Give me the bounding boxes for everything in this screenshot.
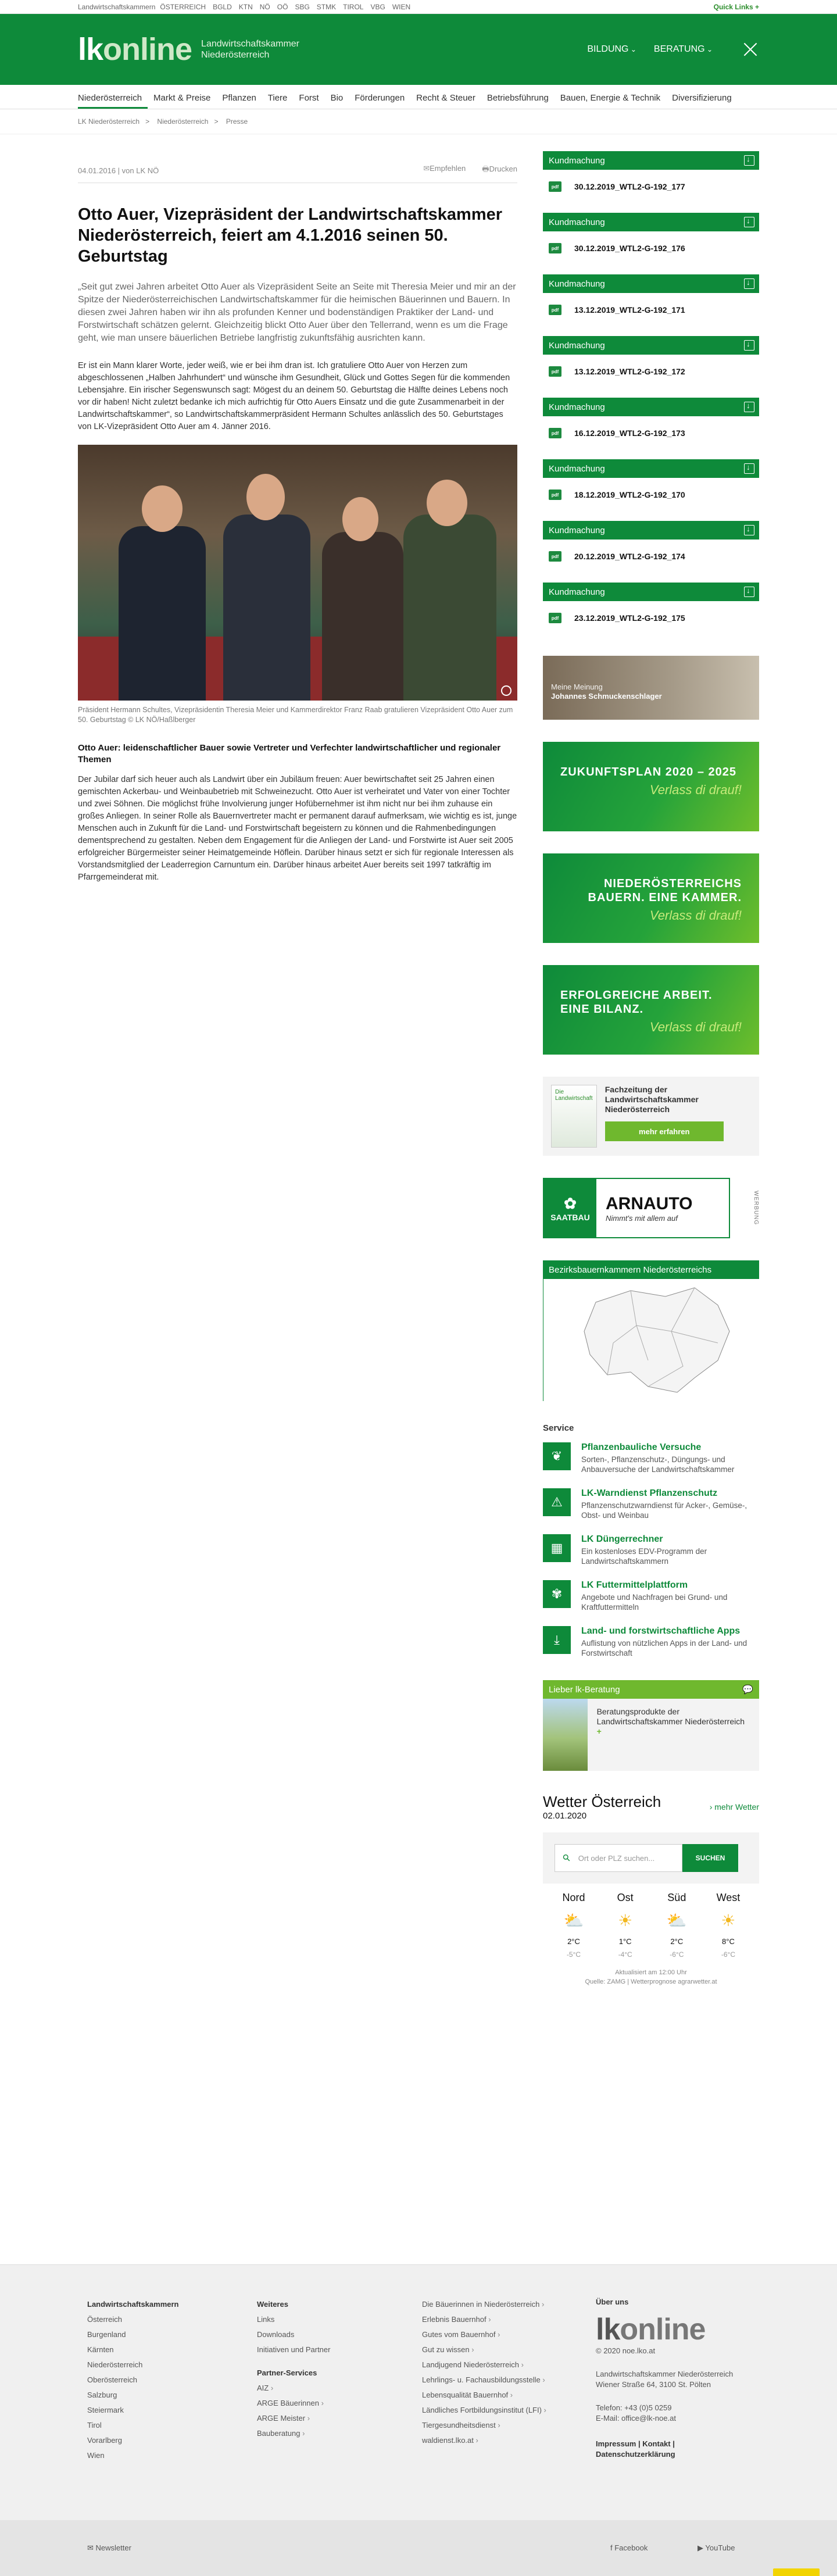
temp-low: -6°C [670, 1950, 684, 1959]
footer-link[interactable]: Gutes vom Bauernhof › [422, 2327, 546, 2342]
kundmachung-label: Kundmachung [549, 217, 605, 227]
site-header [0, 14, 837, 85]
banner-slogan: Verlass di drauf! [649, 783, 742, 797]
footer-col-kammern [87, 2297, 179, 2463]
article-paragraph: Der Jubilar darf sich heuer auch als Landwirt über ein Jubiläum freuen: Auer bewirtschaftet seit 25 Jahren einen gemischten Ackerbau- und Weinbaubetrieb mit Schweinezucht. Otto Auer ist verheiratet und Vater von einer Tochter und zwei Söhnen. Die möglichst frühe Involvierung junger Hofübernehmer ist ihm nicht nur bei ihm zuhause ein großes Anliegen. In seiner Rolle als Bauernvertreter macht er permanent darauf aufmerksam, wie wichtig es ist, junge Menschen auch in Zukunft für die Land- und Forstwirtschaft begeistern zu können und die Rahmenbedingungen dementsprechend zu gestalten. Neben dem Engagement für die Anliegen der Land- und Forstwirte ist Auer seit 2005 erfolgreicher Bürgermeister seiner Heimatgemeinde Höflein. Darüber hinaus setzt er sich für regionale Interessen als Vorstandsmitglied der Leaderregion Carnuntum ein. Darüber hinaus arbeitet Auer bereits seit 1997 tatkräftig im Pfarrgemeinderat mit. [78, 775, 517, 882]
mainnav-niederoesterreich[interactable]: Niederösterreich [78, 93, 148, 109]
opinion-name: Johannes Schmuckenschlager [551, 692, 662, 701]
kundmachung-box [543, 213, 759, 265]
footer-address: Wiener Straße 64, 3100 St. Pölten [596, 2380, 711, 2389]
footer-link[interactable]: Links [257, 2315, 275, 2324]
breadcrumb-item[interactable]: LK Niederösterreich [78, 117, 140, 126]
kundmachung-header [543, 274, 759, 293]
mainnav-foerderungen[interactable]: Förderungen [355, 93, 405, 103]
mainnav-recht-steuer[interactable]: Recht & Steuer [416, 93, 475, 103]
footer-legal-links[interactable]: Impressum | Kontakt | [596, 2439, 675, 2448]
advertisement[interactable] [543, 1178, 759, 1238]
arnauto-label: ARNAUTO [606, 1194, 693, 1213]
kundmachung-item[interactable] [543, 231, 759, 265]
footer-col-about [596, 2297, 733, 2460]
bottom-bar [0, 2520, 837, 2576]
pdf-file-icon: pdf [549, 243, 561, 253]
cloud-sun-icon: ⛅ [563, 1912, 584, 1930]
footer-heading: Weiteres [257, 2300, 288, 2309]
download-icon[interactable] [744, 587, 754, 597]
footer-link[interactable]: Wien [87, 2451, 105, 2460]
service-heading: Pflanzenbauliche Versuche [581, 1442, 702, 1452]
download-icon[interactable] [744, 402, 754, 412]
fachzeitung-text: Fachzeitung der Landwirtschaftskammer Niederösterreich [604, 1085, 699, 1114]
kundmachung-label: Kundmachung [549, 278, 605, 289]
footer-logo[interactable] [596, 2313, 733, 2346]
footer-link[interactable]: Oberösterreich [87, 2375, 137, 2384]
article-meta [78, 151, 517, 183]
bilanz-banner[interactable] [543, 965, 759, 1055]
footer-link[interactable]: Die Bäuerinnen in Niederösterreich › [422, 2297, 546, 2312]
nav-bildung[interactable]: BILDUNG ⌄ [587, 44, 636, 55]
weather-col-sued [656, 1892, 697, 1959]
beratung-header [543, 1680, 759, 1699]
facebook-icon: f [610, 2543, 615, 2552]
kundmachung-box [543, 521, 759, 573]
saatbau-label: SAATBAU [550, 1212, 590, 1222]
kundmachung-item-label: 30.12.2019_WTL2-G-192_176 [574, 244, 685, 253]
youtube-icon: ▶ [698, 2543, 706, 2552]
footer-link[interactable]: Kärnten [87, 2345, 114, 2354]
banner-slogan: Verlass di drauf! [649, 1020, 742, 1034]
print-button[interactable]: 🖶 Drucken [482, 164, 517, 177]
kundmachung-item-label: 13.12.2019_WTL2-G-192_171 [574, 305, 685, 315]
zukunftsplan-banner[interactable] [543, 742, 759, 831]
zoom-icon[interactable] [501, 685, 512, 696]
footer-link[interactable]: ARGE Meister › [257, 2411, 330, 2426]
state-link-oesterreich[interactable]: ÖSTERREICH [160, 2, 206, 11]
download-icon[interactable] [744, 525, 754, 535]
article-lead: „Seit gut zwei Jahren arbeitet Otto Auer als Vizepräsident Seite an Seite mit Theresia Meier und mir an der Spitze der Niederösterreichischen Landwirtschaftskammer für die heimischen Bäuerinnen und Bauern. In diesen zwei Jahren haben wir ihn als profunden Kenner und bodenständigen Praktiker der Land- und Forstwirtschaft schätzen gelernt. Gleichzeitig blickt Otto Auer über den Tellerrand, wenn es um die Frage geht, wie man unsere bäuerlichen Betriebe langfristig zukunftsfähig ausrichten kann. [78, 282, 516, 343]
mail-icon: ✉ [87, 2543, 96, 2552]
banner-slogan: Verlass di drauf! [649, 908, 742, 923]
weather-search [543, 1832, 759, 1884]
logo-lk: lk [78, 32, 103, 67]
site-footer [0, 2264, 837, 2520]
plus-icon: + [596, 1727, 602, 1736]
mainnav-betriebsfuehrung[interactable]: Betriebsführung [487, 93, 549, 103]
service-title: Service [543, 1423, 574, 1433]
service-heading: Land- und forstwirtschaftliche Apps [581, 1626, 741, 1636]
kundmachung-header [543, 521, 759, 540]
magazine-cover: Die Landwirtschaft [551, 1085, 597, 1148]
logo-online: online [620, 2313, 706, 2346]
footer-link[interactable]: Gut zu wissen › [422, 2342, 546, 2357]
photo-person [322, 532, 403, 701]
state-link-ooe[interactable]: OÖ [277, 2, 288, 11]
photo-head [342, 497, 378, 541]
facebook-link[interactable] [610, 2543, 648, 2552]
kundmachung-item-label: 23.12.2019_WTL2-G-192_175 [574, 613, 685, 623]
footer-col-weiteres [257, 2297, 330, 2441]
weather-source: Quelle: ZAMG | Wetterprognose agrarwetter.at [585, 1978, 717, 1985]
kundmachung-label: Kundmachung [549, 402, 605, 412]
saatbau-logo [544, 1179, 596, 1237]
warning-leaf-icon: ⚠ [543, 1488, 571, 1516]
kundmachung-header [543, 336, 759, 355]
weather-title: Wetter Österreich [543, 1793, 661, 1810]
kundmachung-item[interactable] [543, 478, 759, 512]
logo-subtitle [201, 38, 299, 60]
state-link-vbg[interactable]: VBG [370, 2, 385, 11]
kundmachung-box [543, 583, 759, 635]
footer-link[interactable]: Salzburg [87, 2391, 117, 2399]
weather-col-ost [605, 1892, 646, 1959]
footer-email[interactable]: E-Mail: office@lk-noe.at [596, 2414, 676, 2423]
kundmachung-item-label: 30.12.2019_WTL2-G-192_177 [574, 182, 685, 191]
weather-col-nord [553, 1892, 594, 1959]
beratung-desc: Beratungsprodukte der Landwirtschaftskammer Niederösterreich [596, 1707, 745, 1726]
bezirksbauernkammern-box [543, 1260, 759, 1401]
cloud-sun-icon: ⛅ [666, 1912, 687, 1930]
photo-head [427, 480, 467, 526]
region-label: Süd [667, 1892, 686, 1903]
banner-title: NIEDERÖSTERREICHS BAUERN. EINE KAMMER. [588, 877, 742, 904]
weather-search-input[interactable]: ⚲ Ort oder PLZ suchen... [555, 1844, 682, 1872]
service-item[interactable] [543, 1488, 759, 1520]
sidebar [543, 151, 759, 1985]
footer-link[interactable]: Tirol [87, 2421, 102, 2429]
youtube-label: YouTube [705, 2543, 735, 2552]
leaf-icon: ✿ [564, 1194, 577, 1212]
kundmachung-label: Kundmachung [549, 463, 605, 474]
pdf-file-icon: pdf [549, 551, 561, 562]
temp-low: -5°C [566, 1950, 581, 1959]
photo-head [246, 474, 285, 520]
region-label: Nord [562, 1892, 585, 1903]
kundmachung-label: Kundmachung [549, 587, 605, 597]
download-icon[interactable] [744, 155, 754, 166]
ad-box [543, 1178, 730, 1238]
temp-high: 1°C [618, 1937, 632, 1946]
footer-heading: Partner-Services [257, 2368, 317, 2377]
topbar-label: Landwirtschaftskammern [78, 2, 156, 11]
banner-title: ZUKUNFTSPLAN 2020 – 2025 [560, 766, 736, 778]
photo-person [223, 515, 310, 701]
kundmachung-item[interactable] [543, 293, 759, 327]
kundmachung-header [543, 398, 759, 416]
breadcrumb-item[interactable]: Presse [226, 117, 248, 126]
state-link-stmk[interactable]: STMK [316, 2, 337, 11]
temp-low: -6°C [721, 1950, 736, 1959]
mainnav-bauen-energie[interactable]: Bauen, Energie & Technik [560, 93, 661, 103]
kundmachung-item[interactable] [543, 416, 759, 450]
breadcrumb-item[interactable]: Niederösterreich [157, 117, 209, 126]
article-title: Otto Auer, Vizepräsident der Landwirtschaftskammer Niederösterreich, feiert am 4.1.2016 seinen 50. Geburtstag [78, 205, 503, 266]
photo-person [119, 526, 206, 701]
newsletter-link[interactable] [87, 2543, 131, 2553]
pdf-file-icon: pdf [549, 366, 561, 377]
download-icon[interactable] [744, 340, 754, 351]
pdf-file-icon: pdf [549, 305, 561, 315]
service-item[interactable] [543, 1580, 759, 1612]
footer-link[interactable]: waldienst.lko.at › [422, 2433, 546, 2448]
plant-icon: ❦ [543, 1442, 571, 1470]
sun-icon: ☀ [618, 1912, 633, 1930]
beratung-title: Lieber lk-Beratung [549, 1684, 620, 1695]
footer-link[interactable]: ARGE Bäuerinnen › [257, 2396, 330, 2411]
app-download-icon: ⤓ [543, 1626, 571, 1654]
kundmachung-box [543, 274, 759, 327]
pdf-file-icon: pdf [549, 490, 561, 500]
weather-forecast [543, 1884, 759, 1959]
bezirk-header: Bezirksbauernkammern Niederösterreichs [543, 1260, 759, 1279]
footer-link[interactable]: Ländliches Fortbildungsinstitut (LFI) › [422, 2403, 546, 2418]
footer-link[interactable]: Österreich [87, 2315, 122, 2324]
mainnav-bio[interactable]: Bio [330, 93, 344, 103]
beratung-body [543, 1699, 759, 1771]
opinion-banner[interactable] [543, 656, 759, 720]
kundmachung-item-label: 20.12.2019_WTL2-G-192_174 [574, 552, 685, 561]
beratung-text [597, 1707, 750, 1763]
pdf-file-icon: pdf [549, 181, 561, 192]
footer-privacy-link[interactable]: Datenschutzerklärung [596, 2450, 675, 2459]
kundmachung-item-label: 16.12.2019_WTL2-G-192_173 [574, 428, 685, 438]
state-link-bgld[interactable]: BGLD [213, 2, 232, 11]
mainnav-pflanzen[interactable]: Pflanzen [222, 93, 256, 103]
logo-sub-line1: Landwirtschaftskammer [201, 39, 299, 49]
footer-link[interactable]: Downloads [257, 2330, 295, 2339]
service-item[interactable] [543, 1534, 759, 1566]
state-link-ktn[interactable]: KTN [238, 2, 253, 11]
temp-low: -4°C [618, 1950, 632, 1959]
opinion-author [551, 683, 662, 701]
kundmachung-header [543, 583, 759, 601]
footer-link[interactable]: Steiermark [87, 2406, 124, 2414]
photo-caption: Präsident Hermann Schultes, Vizepräsidentin Theresia Meier und Kammerdirektor Franz Raab gratulieren Vizepräsident Otto Auer zum 50. Geburtstag © LK NÖ/Haßlberger [78, 706, 513, 724]
site-logo[interactable] [78, 31, 192, 67]
kundmachung-box [543, 336, 759, 388]
banner-title: ERFOLGREICHE ARBEIT. EINE BILANZ. [560, 989, 713, 1016]
mainnav-tiere[interactable]: Tiere [267, 93, 288, 103]
footer-copyright: © 2020 noe.lko.at [596, 2346, 656, 2355]
weather-updated: Aktualisiert am 12:00 Uhr [615, 1969, 687, 1976]
facebook-label: Facebook [614, 2543, 648, 2552]
region-label: Ost [617, 1892, 634, 1903]
ad-slogan: Nimmt's mit allem auf [606, 1213, 678, 1223]
calculator-icon: ▦ [543, 1534, 571, 1562]
service-desc: Sorten-, Pflanzenschutz-, Düngungs- und Anbauversuche der Landwirtschaftskammer [581, 1455, 735, 1474]
noe-map-icon [543, 1279, 759, 1401]
noe-map[interactable] [543, 1279, 759, 1401]
newsletter-label: Newsletter [95, 2543, 131, 2552]
service-item[interactable] [543, 1626, 759, 1658]
kundmachung-box [543, 459, 759, 512]
service-desc: Angebote und Nachfragen bei Grund- und Kraftfuttermitteln [581, 1593, 728, 1612]
kundmachung-box [543, 398, 759, 450]
mainnav-markt-preise[interactable]: Markt & Preise [153, 93, 211, 103]
mehr-wetter-link[interactable]: › mehr Wetter [709, 1802, 759, 1812]
kundmachung-item-label: 18.12.2019_WTL2-G-192_170 [574, 490, 685, 499]
kundmachung-item[interactable] [543, 601, 759, 635]
sun-icon: ☀ [721, 1912, 736, 1930]
photo-person [403, 515, 496, 701]
opinion-label: Meine Meinung [551, 683, 603, 691]
logo-lk: lk [596, 2313, 620, 2346]
temp-high: 2°C [670, 1937, 684, 1946]
footer-link[interactable]: Niederösterreich [87, 2360, 143, 2369]
mehr-erfahren-button[interactable]: mehr erfahren [605, 1121, 724, 1141]
quick-links-button[interactable]: Quick Links + [713, 2, 759, 11]
logo-sub-line2: Niederösterreich [201, 50, 270, 60]
footer-link[interactable]: Erlebnis Bauernhof › [422, 2312, 546, 2327]
download-icon[interactable] [744, 463, 754, 474]
state-link-noe[interactable]: NÖ [259, 2, 270, 11]
weather-search-button[interactable]: SUCHEN [682, 1844, 738, 1872]
service-heading: LK Düngerrechner [581, 1534, 663, 1544]
weather-date: 02.01.2020 [543, 1811, 587, 1821]
recommend-button[interactable]: ✉ Empfehlen [423, 164, 466, 177]
mainnav-forst[interactable]: Forst [299, 93, 319, 103]
pdf-file-icon: pdf [549, 613, 561, 623]
beratung-box[interactable] [543, 1680, 759, 1771]
service-heading: LK Futtermittelplattform [581, 1580, 688, 1590]
kundmachung-label: Kundmachung [549, 155, 605, 166]
service-desc: Pflanzenschutzwarndienst für Acker-, Gemüse-, Obst- und Weinbau [581, 1501, 747, 1520]
grain-icon: ✾ [543, 1580, 571, 1608]
footer-phone: Telefon: +43 (0)5 0259 [596, 2403, 672, 2412]
footer-link[interactable]: Burgenland [87, 2330, 126, 2339]
eine-kammer-banner[interactable] [543, 853, 759, 943]
download-icon[interactable] [744, 217, 754, 227]
close-menu-icon[interactable] [742, 41, 759, 58]
footer-heading: Landwirtschaftskammern [87, 2300, 179, 2309]
kundmachung-item[interactable] [543, 170, 759, 203]
kundmachung-box [543, 151, 759, 203]
breadcrumb [0, 109, 837, 134]
state-link-sbg[interactable]: SBG [295, 2, 310, 11]
kundmachung-label: Kundmachung [549, 340, 605, 351]
kundmachung-item[interactable] [543, 355, 759, 388]
service-desc: Ein kostenloses EDV-Programm der Landwirtschaftskammern [581, 1547, 707, 1566]
state-link-wien[interactable]: WIEN [392, 2, 411, 11]
header-nav [587, 41, 759, 58]
temp-high: 2°C [567, 1937, 580, 1946]
article-subtitle: Otto Auer: leidenschaftlicher Bauer sowie Vertreter und Verfechter landwirtschaftlicher und regionaler Themen [78, 743, 501, 764]
article-paragraph: Er ist ein Mann klarer Worte, jeder weiß, wie er bei ihm dran ist. Ich gratuliere Otto Auer von Herzen zum abgeschlossenen „Halben Jahrhundert“ und wünsche ihm Gesundheit, Glück und Gottes Segen für die kommenden Lebensjahre. Ein irischer Segenswunsch sagt: Mögest du an deinem 50. Geburtstag die Hälfte deines Lebens noch vor dir haben! Nicht zuletzt bedanke ich mich aufrichtig für Otto Auers Einsatz und die gute Zusammenarbeit in der Landwirtschaftskammer“, so Landwirtschaftskammerpräsident Hermann Schultes anlässlich des 50. Geburtstages von LK-Vizepräsident Otto Auer am 4. Jänner 2016. [78, 361, 510, 431]
kundmachung-label: Kundmachung [549, 525, 605, 535]
footer-link[interactable]: Landjugend Niederösterreich › [422, 2357, 546, 2373]
fachzeitung-box [543, 1077, 759, 1156]
footer-address: Landwirtschaftskammer Niederösterreich [596, 2370, 734, 2378]
download-icon[interactable] [744, 278, 754, 289]
kundmachung-item[interactable] [543, 540, 759, 573]
footer-heading: Über uns [596, 2298, 629, 2306]
nav-beratung[interactable]: BERATUNG ⌄ [654, 44, 713, 55]
beratung-image [543, 1699, 588, 1771]
breadcrumb-separator: > [145, 117, 150, 126]
weather-col-west [708, 1892, 749, 1959]
region-label: West [716, 1892, 741, 1903]
kundmachung-item-label: 13.12.2019_WTL2-G-192_172 [574, 367, 685, 376]
mainnav-diversifizierung[interactable]: Diversifizierung [672, 93, 732, 103]
footer-link[interactable]: Tiergesundheitsdienst › [422, 2418, 546, 2433]
weather-widget [543, 1793, 759, 1985]
footer-link[interactable]: Lebensqualität Bauernhof › [422, 2388, 546, 2403]
temp-high: 8°C [722, 1937, 735, 1946]
state-link-tirol[interactable]: TIROL [343, 2, 364, 11]
logo-online: online [103, 32, 192, 67]
footer-link[interactable]: Bauberatung › [257, 2426, 330, 2441]
youtube-link[interactable] [698, 2543, 735, 2553]
service-desc: Auflistung von nützlichen Apps in der Land- und Forstwirtschaft [581, 1639, 747, 1657]
footer-col-services [422, 2297, 546, 2448]
kundmachung-header [543, 151, 759, 170]
cookie-banner-button[interactable] [773, 2568, 820, 2576]
arnauto-logo [606, 1194, 692, 1223]
article-photo[interactable] [78, 445, 517, 701]
kundmachung-header [543, 459, 759, 478]
pdf-file-icon: pdf [549, 428, 561, 438]
service-heading: LK-Warndienst Pflanzenschutz [581, 1488, 718, 1498]
breadcrumb-separator: > [214, 117, 219, 126]
footer-link[interactable]: Initiativen und Partner [257, 2345, 331, 2354]
photo-head [142, 485, 183, 532]
kundmachung-header [543, 213, 759, 231]
top-bar [0, 0, 837, 14]
werbung-label: WERBUNG [753, 1191, 759, 1226]
service-item[interactable] [543, 1442, 759, 1474]
footer-link[interactable]: Vorarlberg [87, 2436, 122, 2445]
main-nav [0, 85, 837, 109]
article [78, 151, 517, 884]
footer-link[interactable]: Lehrlings- u. Fachausbildungsstelle › [422, 2373, 546, 2388]
article-date-author: 04.01.2016 | von LK NÖ [78, 166, 159, 175]
footer-link[interactable]: AIZ › [257, 2381, 330, 2396]
chat-icon: 💬 [742, 1685, 753, 1695]
